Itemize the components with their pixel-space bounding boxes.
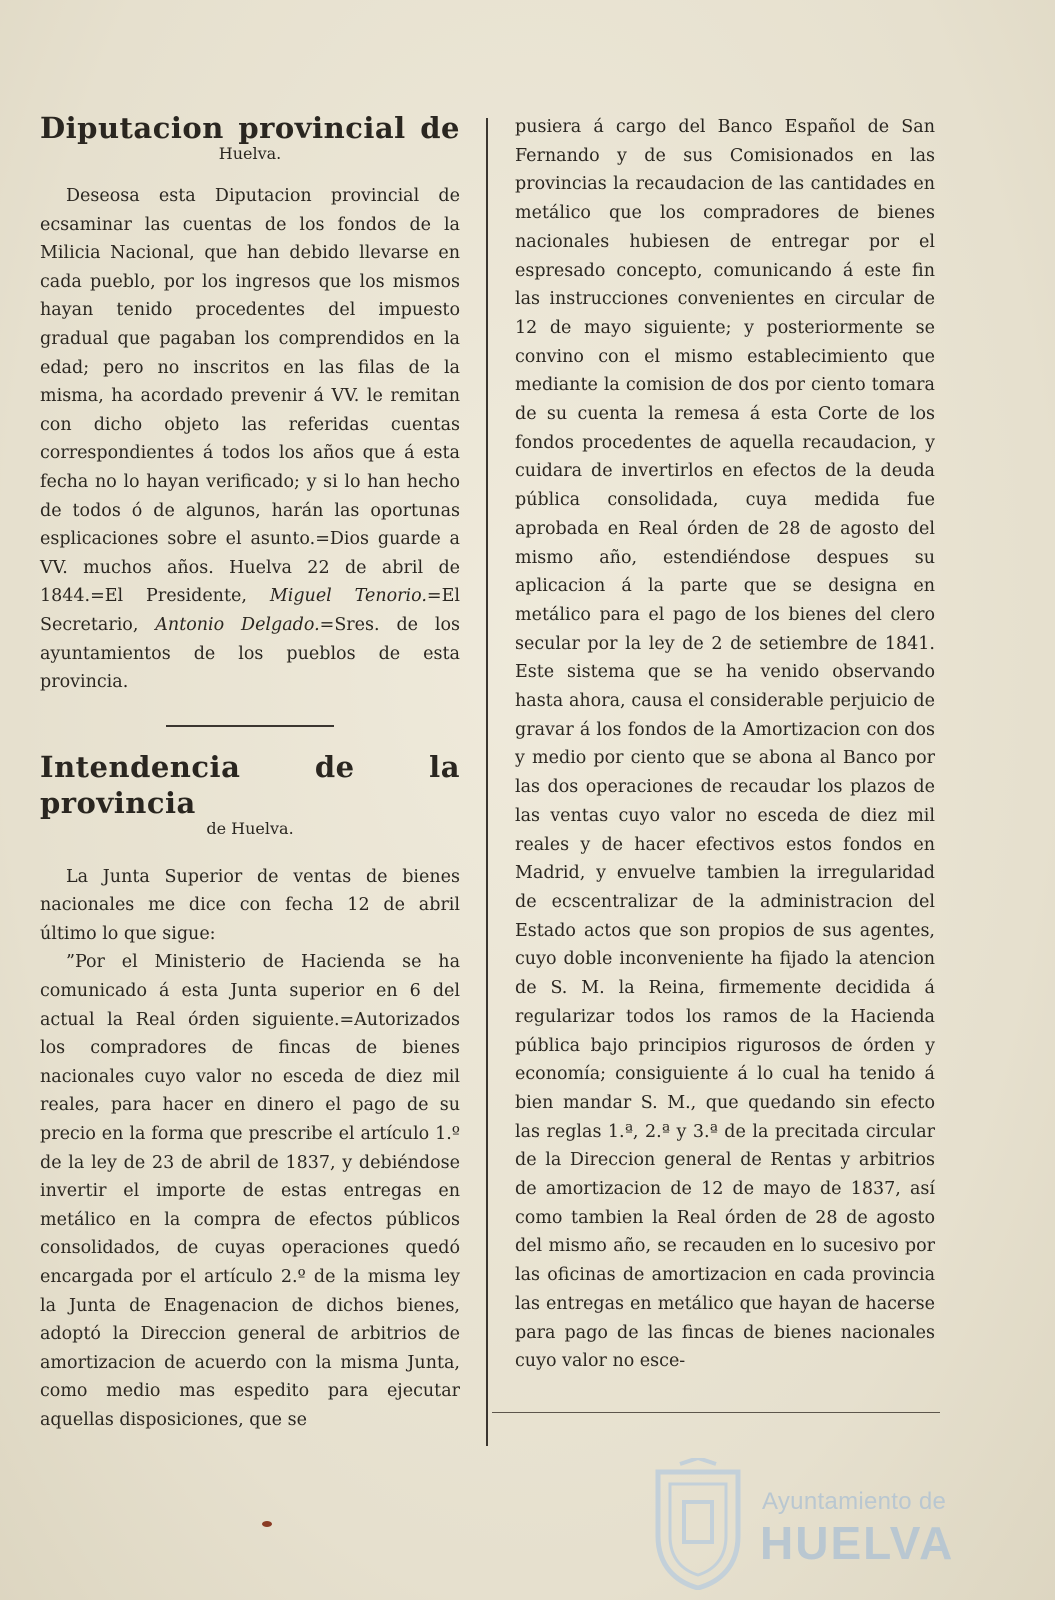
diputacion-closing: =Sres. de los ayuntamientos de los pueblos de esta provincia. xyxy=(40,614,460,693)
left-column xyxy=(40,110,460,1435)
right-column xyxy=(515,113,935,1376)
signer-secretary: Antonio Delgado. xyxy=(155,614,320,635)
column-rule xyxy=(486,118,488,1446)
signer-president: Miguel Tenorio. xyxy=(269,586,427,607)
secretary-label: =El Secretario, xyxy=(40,586,460,635)
city-shield-icon xyxy=(650,1458,746,1590)
watermark-line-1: Ayuntamiento de xyxy=(762,1488,947,1515)
section-subtitle-intendencia: de Huelva. xyxy=(206,818,294,838)
intendencia-paragraph-1: La Junta Superior de ventas de bienes nacionales me dice con fecha 12 de abril último lo que sigue: xyxy=(40,866,460,944)
diputacion-paragraph xyxy=(40,182,460,697)
intendencia-paragraph-2: ”Por el Ministerio de Hacienda se ha comunicado á esta Junta superior en 6 del actual la Real órden siguiente.=Autorizados los compradores de fincas de bienes nacionales cuyo valor no esceda de diez mil reales, para hacer en dinero el pago de su precio en la forma que prescribe el artículo 1.º de la ley de 23 de abril de 1837, y debiéndose invertir el importe de estas entregas en metálico en la compra de efectos públicos consolidados, de cuyas operaciones quedó encargada por el artículo 2.º de la misma ley la Junta de Enagenacion de dichos bienes, adoptó la Direccion general de arbitrios de amortizacion de acuerdo con la misma Junta, como medio mas espedito para ejecutar aquellas disposiciones, que se xyxy=(40,952,460,1430)
diputacion-body: Deseosa esta Diputacion provincial de ecsaminar las cuentas de los fondos de la Milicia Nacional, que han debido llevarse en cada pueblo, por los ingresos que los mismos hayan tenido procedentes del impuesto gradual que pagaban los comprendidos en la edad; pero no inscritos en las filas de la misma, ha acordado prevenir á VV. le remitan con dicho objeto las referidas cuentas correspondientes á todos los años que á esta fecha no lo hayan verificado; y si lo han hecho de todos ó de algunos, harán las oportunas esplicaciones sobre el asunto.=Dios guarde a VV. muchos años. Huelva 22 de abril de 1844.=El Presidente, xyxy=(40,186,460,607)
section-title-intendencia: Intendencia de la provincia xyxy=(40,749,460,820)
watermark xyxy=(650,1458,980,1590)
section-divider xyxy=(166,725,334,727)
watermark-line-2: HUELVA xyxy=(760,1517,955,1569)
right-column-body: pusiera á cargo del Banco Español de San Fernando y de sus Comisionados en las provincias la recaudacion de las cantidades en metálico que los compradores de bienes nacionales hubiesen de entregar por el espresado concepto, comunicando á este fin las instrucciones convenientes en circular de 12 de mayo siguiente; y posteriormente se convino con el mismo establecimiento que mediante la comision de dos por ciento tomara de su cuenta la remesa á esta Corte de los fondos procedentes de aquella recaudacion, y cuidara de invertirlos en efectos de la deuda pública consolidada, cuya medida fue aprobada en Real órden de 28 de agosto del mismo año, estendiéndose despues su aplicacion á la parte que se designa en metálico para el pago de los bienes del clero secular por la ley de 2 de setiembre de 1841. Este sistema que se ha venido observando hasta ahora, causa el considerable perjuicio de gravar á los fondos de la Amortizacion con dos y medio por ciento que se abona al Banco por las dos operaciones de recaudar los plazos de las ventas cuyo valor no esceda de diez mil reales y de hacer efectivos estos fondos en Madrid, y envuelve tambien la irregularidad de ecscentralizar de la administracion del Estado actos que son propios de sus agentes, cuyo doble inconveniente ha fijado la atencion de S. M. la Reina, firmemente decidida á regularizar todos los ramos de la Hacienda pública bajo principios rigurosos de órden y economía; consiguiente á lo cual ha tenido á bien mandar S. M., que quedando sin efecto las reglas 1.ª, 2.ª y 3.ª de la precitada circular de la Direccion general de Rentas y arbitrios de amortizacion de 12 de mayo de 1837, así como tambien la Real órden de 28 de agosto del mismo año, se recauden en lo sucesivo por las oficinas de amortizacion en cada provincia las entregas en metálico que hayan de hacerse para pago de las fincas de bienes nacionales cuyo valor no esce- xyxy=(515,117,935,1372)
bottom-rule xyxy=(492,1412,940,1413)
section-title-diputacion: Diputacion provincial de xyxy=(40,111,460,145)
ink-mark xyxy=(262,1521,272,1527)
section-subtitle-diputacion: Huelva. xyxy=(218,144,282,163)
